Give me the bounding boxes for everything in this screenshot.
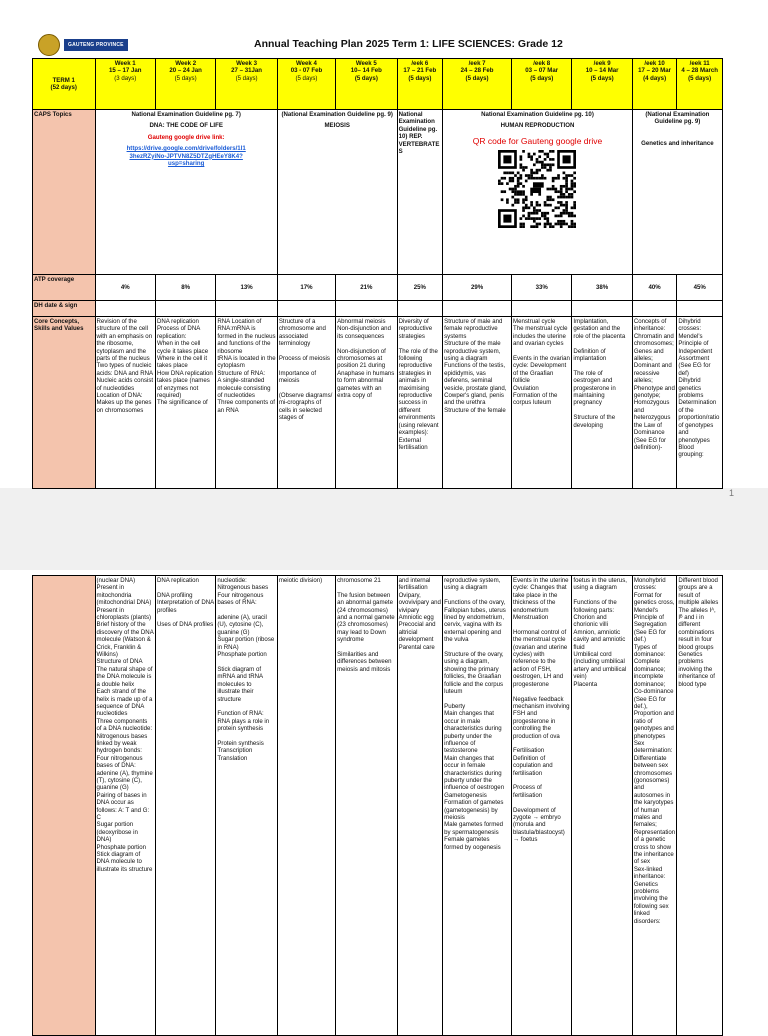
atp-coverage-row [33, 275, 723, 301]
week-9-header [572, 59, 632, 110]
week-dates: 24 – 28 Feb [460, 67, 494, 75]
core-p1-week-9: Implantation, gestation and the role of the placenta Definition of implantation The role of oestrogen and progesterone in maintaining pregnancy Structure of the developing [572, 317, 632, 489]
week-dates: 17 – 21 Feb [403, 67, 437, 75]
week-3-header [216, 59, 277, 110]
document-header [32, 28, 722, 58]
week-dates: 20 – 24 Jan [169, 67, 202, 75]
term-cell [33, 59, 96, 110]
repro-guideline: National Examination Guideline pg. 10) [481, 111, 594, 118]
week-days: (5 days) [465, 74, 489, 82]
dh-week-2[interactable] [155, 301, 215, 317]
week-name: Week 2 [175, 60, 197, 67]
core-p1-week-6: Diversity of reproductive strategies The role of the following reproductive strategies in animals in maximising reproductive success in different environments (using relevant examples): External fertilisation [397, 317, 443, 489]
week-header-row [33, 59, 723, 110]
week-days: (5 days) [235, 74, 258, 82]
core-p1-week-4: Structure of a chromosome and associated terminology Process of meiosis Importance of meiosis (Observe diagrams/ mi-crographs of cells in selected stages of [277, 317, 335, 489]
caps-row [33, 110, 723, 275]
repro-title: HUMAN REPRODUCTION [500, 122, 575, 130]
core-p2-week-11: Different blood groups are a result of multiple alleles The alleles Iᴬ, Iᴮ and i in different combinations result in four blood groups Genetics problems involving the inheritance of blood type [677, 576, 723, 1036]
week-dates: 4 – 28 March [681, 67, 718, 75]
atp-week-8: 33% [512, 275, 572, 301]
core-label-page-2 [33, 576, 96, 1036]
week-days: (5 days) [408, 74, 432, 82]
atp-week-4: 17% [277, 275, 335, 301]
week-name: /eek 6 [411, 60, 429, 67]
genetics-title: Genetics and inheritance [641, 139, 714, 147]
core-p1-week-2: DNA replication Process of DNA replication: When in the cell cycle it takes place Where in the cell it takes place How DNA replication takes place (names of enzymes not required) The significance of [155, 317, 215, 489]
week-days: (5 days) [174, 74, 197, 82]
week-days: (3 days) [114, 74, 137, 82]
core-p2-week-3: nucleotide: Nitrogenous bases Four nitrogenous bases of RNA: adenine (A), uracil (U), cytosine (C), guanine (G) Sugar portion (ribose in RNA) Phosphate portion Stick diagram of mRNA and tRNA molecules to illustrate their structure Function of RNA: RNA plays a role in protein synthesis Protein synthesis Transcription Translation [216, 576, 277, 1036]
week-dates: 27 – 31Jan [231, 67, 262, 75]
dh-week-8[interactable] [512, 301, 572, 317]
dh-week-10[interactable] [632, 301, 677, 317]
core-p2-week-6: and internal fertilisation Ovipary, ovovivipary and vivipary Amniotic egg Precocial and altricial development Parental care [397, 576, 443, 1036]
week-days: (5 days) [295, 74, 318, 82]
week-name: /eek 10 [644, 60, 665, 67]
core-p1-week-10: Concepts of inheritance: Chromatin and chromosomes; Genes and alleles; Dominant and recessive alleles; Phenotype and genotype; Homozygous and heterozygous the Law of Dominance (See EG for definition)- [632, 317, 677, 489]
week-name: /eek 9 [593, 60, 611, 67]
meiosis-title: MEIOSIS [324, 122, 350, 130]
week-5-header [336, 59, 397, 110]
dna-title: DNA: THE CODE OF LIFE [149, 122, 223, 130]
week-dates: 03 - 07 Feb [290, 67, 323, 75]
atp-week-5: 21% [336, 275, 397, 301]
week-2-header [155, 59, 215, 110]
genetics-guideline: (National Examination Guideline pg. 9) [645, 111, 710, 126]
meiosis-guideline: (National Examination Guideline pg. 9) [281, 111, 393, 118]
atp-week-10: 40% [632, 275, 677, 301]
dh-label: DH date & sign [33, 301, 96, 317]
core-p2-week-9: foetus in the uterus, using a diagram Functions of the following parts: Chorion and chorionic villi Amnion, amniotic cavity and amniotic fluid Umbilical cord (including umbilical artery and umbilical vein) Placenta [572, 576, 632, 1036]
core-p2-week-10: Monohybrid crosses: Format for genetics cross, Mendel's Principle of Segregation (See EG for def.) Types of dominance: Complete dominance; incomplete dominance; Co-dominance (See EG for def.), Proportion and ratio of genotypes and phenotypes Sex determination: Differentiate between sex chromosomes (gonosomes) and autosomes in the karyotypes of human males and females; Representation of a genetic cross to show the inheritance of sex Sex-linked inheritance: Genetics problems involving the following sex linked disorders: [632, 576, 677, 1036]
week-name: Week 4 [296, 60, 317, 67]
dh-week-7[interactable] [443, 301, 512, 317]
core-p2-week-1: (nuclear DNA) Present in mitochondria (mitochondrial DNA) Present in chloroplasts (plants) Brief history of the discovery of the DNA molecule (Watson & Crick, Franklin & Wilkins) Structure of DNA The natural shape of the DNA molecule is a double helix Each strand of the helix is made up of a sequence of DNA nucleotides Three components of a DNA nucleotide: Nitrogenous bases linked by weak hydrogen bonds: Four nitrogenous bases of DNA: adenine (A), thymine (T), cytosine (C), guanine (G) Pairing of bases in DNA occur as follows: A: T and G: C Sugar portion (deoxyribose in DNA) Phosphate portion Stick diagram of DNA molecule to illustrate its structure [95, 576, 155, 1036]
logo-text: GAUTENG PROVINCE [64, 39, 128, 51]
coat-of-arms-icon [38, 34, 60, 56]
core-p2-week-5: chromosome 21 The fusion between an abnormal gamete (24 chromosomes) and a normal gamete (23 chromosomes) may lead to Down syndrome Similarities and differences between meiosis and mitosis [336, 576, 397, 1036]
week-name: /eek 11 [689, 60, 710, 67]
week-name: /eek 8 [533, 60, 551, 67]
week-dates: 10– 14 Feb [350, 67, 382, 75]
week-4-header [277, 59, 335, 110]
atp-table-page-2 [32, 575, 723, 1036]
atp-week-6: 25% [397, 275, 443, 301]
page-gap [0, 488, 768, 570]
atp-week-2: 8% [155, 275, 215, 301]
week-11-header [677, 59, 723, 110]
core-concepts-row-page-2 [33, 576, 723, 1036]
caps-genetics [632, 110, 722, 275]
atp-week-9: 38% [572, 275, 632, 301]
week-name: Week 5 [355, 60, 377, 67]
week-name: Week 1 [114, 60, 136, 67]
week-days: (5 days) [354, 74, 378, 82]
caps-dna [95, 110, 277, 275]
week-days: (5 days) [530, 74, 554, 82]
caps-meiosis [277, 110, 397, 275]
atp-label: ATP coverage [33, 275, 96, 301]
core-label: Core Concepts, Skills and Values [33, 317, 96, 489]
week-8-header [512, 59, 572, 110]
week-name: /eek 7 [468, 60, 486, 67]
dh-week-9[interactable] [572, 301, 632, 317]
atp-week-3: 13% [216, 275, 277, 301]
atp-table-page-1 [32, 58, 723, 489]
dh-week-5[interactable] [336, 301, 397, 317]
week-7-header [443, 59, 512, 110]
core-concepts-row-page-1 [33, 317, 723, 489]
term-days: (52 days) [50, 84, 77, 91]
term-label: TERM 1 [52, 76, 75, 84]
core-p1-week-5: Abnormal meiosis Non-disjunction and its consequences Non-disjunction of chromosomes at position 21 during Anaphase in humans to form abnormal gametes with an extra copy of [336, 317, 397, 489]
caps-label: CAPS Topics [33, 110, 96, 275]
core-p1-week-8: Menstrual cycle The menstrual cycle includes the uterine and ovarian cycles Events in the ovarian cycle: Development of the Graafian follicle Ovulation Formation of the corpus luteum [512, 317, 572, 489]
week-days: (4 days) [643, 74, 667, 82]
dna-drive-link[interactable]: https://drive.google.com/drive/folders/1l13hezRZyiNo-JPTVN8Z5DTZgHEeY8K4?usp=sharing [126, 145, 246, 168]
dh-week-3[interactable] [216, 301, 277, 317]
dh-week-11[interactable] [677, 301, 723, 317]
week-6-header [397, 59, 443, 110]
caps-reproduction [443, 110, 633, 275]
dna-drive-label: Gauteng google drive link: [147, 133, 225, 141]
atp-week-1: 4% [95, 275, 155, 301]
core-p1-week-11: Dihybrid crosses: Mendel's Principle of Independent Assortment (See EG for def) Dihybrid genetics problems Determination of the proportion/ratio of genotypes and phenotypes Blood grouping: [677, 317, 723, 489]
page-number: 1 [728, 488, 734, 498]
week-dates: 10 – 14 Mar [585, 67, 619, 75]
atp-week-7: 29% [443, 275, 512, 301]
week-days: (5 days) [590, 74, 614, 82]
core-p1-week-3: RNA Location of RNA:mRNA is formed in the nucleus and functions of the ribosome tRNA is located in the cytoplasm Structure of RNA: A single-stranded molecule consisting of nucleotides Three components of an RNA [216, 317, 277, 489]
dh-row [33, 301, 723, 317]
week-dates: 15 – 17 Jan [108, 67, 142, 75]
core-p1-week-7: Structure of male and female reproductive systems Structure of the male reproductive system, using a diagram Functions of the testis, epididymis, vas deferens, seminal vesicle, prostate gland, Cowper's gland, penis and the urethra Structure of the female [443, 317, 512, 489]
qr-code-icon[interactable] [498, 150, 576, 228]
repro-qr-label: QR code for Gauteng google drive [472, 135, 603, 146]
atp-week-11: 45% [677, 275, 723, 301]
core-p2-week-7: reproductive system, using a diagram Functions of the ovary, Fallopian tubes, uterus lined by endometrium, cervix, vagina with its external opening and the vulva Structure of the ovary, using a diagram, showing the primary follicles, the Graafian follicle and the corpus luteum Puberty Main changes that occur in male characteristics during puberty under the influence of testosterone Main changes that occur in female characteristics during puberty under the influence of oestrogen Gametogenesis Formation of gametes (gametogenesis) by meiosis Male gametes formed by spermatogenesis Female gametes formed by oogenesis [443, 576, 512, 1036]
week-name: Week 3 [236, 60, 258, 67]
week-10-header [632, 59, 677, 110]
week-days: (5 days) [688, 74, 712, 82]
core-p2-week-8: Events in the uterine cycle: Changes that take place in the thickness of the endometrium Menstruation Hormonal control of the menstrual cycle (ovarian and uterine cycles) with reference to the action of FSH, oestrogen, LH and progesterone Negative feedback mechanism involving FSH and progesterone in controlling the production of ova Fertilisation Definition of copulation and fertilisation Process of fertilisation Development of zygote → embryo (morula and blastula/blastocyst) → foetus [512, 576, 572, 1036]
core-p1-week-1: Revision of the structure of the cell with an emphasis on the ribosome, cytoplasm and the parts of the nucleus Two types of nucleic acids: DNA and RNA Nucleic acids consist of nucleotides Location of DNA: Makes up the genes on chromosomes [95, 317, 155, 489]
week-1-header [95, 59, 155, 110]
dh-week-4[interactable] [277, 301, 335, 317]
caps-rep-vertebrates: National Examination Guideline pg. 10) REP. VERTEBRATES [397, 110, 443, 275]
week-dates: 03 – 07 Mar [525, 67, 559, 75]
dna-guideline: National Examination Guideline pg. 7) [131, 111, 241, 118]
dh-week-1[interactable] [95, 301, 155, 317]
week-dates: 17 – 20 Mar [638, 67, 672, 75]
core-p2-week-2: DNA replication DNA profiling Interpretation of DNA profiles Uses of DNA profiles [155, 576, 215, 1036]
gauteng-logo [38, 32, 148, 58]
document-title: Annual Teaching Plan 2025 Term 1: LIFE SCIENCES: Grade 12 [254, 38, 563, 50]
core-p2-week-4: meiotic division) [277, 576, 335, 1036]
dh-week-6[interactable] [397, 301, 443, 317]
